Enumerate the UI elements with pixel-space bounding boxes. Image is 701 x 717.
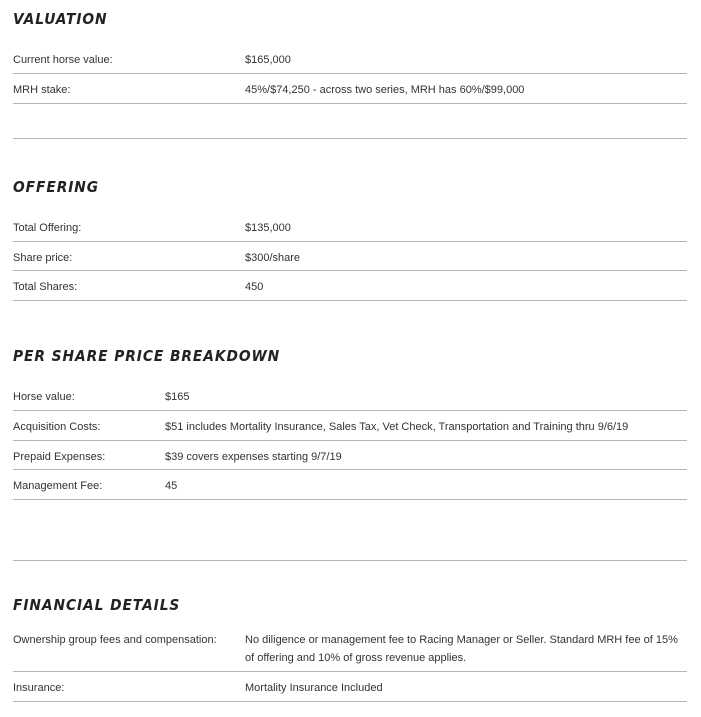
row-label: Insurance:: [13, 682, 65, 694]
section-divider: [13, 138, 687, 139]
row-label: Total Offering:: [13, 222, 82, 234]
row-value: $39 covers expenses starting 9/7/19: [165, 451, 342, 463]
row-label: Acquisition Costs:: [13, 421, 101, 433]
row-label: Total Shares:: [13, 281, 78, 293]
breakdown-row-horse-value: [13, 388, 687, 411]
row-label: Share price:: [13, 252, 73, 264]
row-value: $300/share: [245, 252, 301, 264]
row-label: Horse value:: [13, 391, 75, 403]
offering-row-total-shares: [13, 278, 687, 301]
valuation-heading: VALUATION: [13, 10, 108, 28]
breakdown-row-management-fee: [13, 477, 687, 500]
section-divider: [13, 560, 687, 561]
row-label: Management Fee:: [13, 480, 103, 492]
row-label: Current horse value:: [13, 54, 113, 66]
financial-row-insurance: [13, 679, 687, 702]
valuation-row-current-horse-value: [13, 51, 687, 74]
row-label: Prepaid Expenses:: [13, 451, 106, 463]
row-value-line-1: No diligence or management fee to Racing Manager or Seller. Standard MRH fee of 15%: [245, 634, 678, 646]
row-value: 450: [245, 281, 264, 293]
row-value: 45: [165, 480, 178, 492]
offering-heading: OFFERING: [13, 178, 100, 196]
row-label: MRH stake:: [13, 84, 71, 96]
breakdown-row-prepaid-expenses: [13, 448, 687, 470]
breakdown-heading: PER SHARE PRICE BREAKDOWN: [13, 347, 281, 365]
financial-row-ownership-fees: [13, 631, 687, 672]
row-value: $165,000: [245, 54, 291, 66]
financial-heading: FINANCIAL DETAILS: [13, 596, 181, 614]
row-value-line-2: of offering and 10% of gross revenue applies.: [245, 652, 467, 664]
row-value: $165: [165, 391, 190, 403]
valuation-row-mrh-stake: [13, 81, 687, 104]
row-value: 45%/$74,250 - across two series, MRH has 60%/$99,000: [245, 84, 525, 96]
row-label: Ownership group fees and compensation:: [13, 634, 217, 646]
offering-row-total-offering: [13, 219, 687, 242]
row-value: Mortality Insurance Included: [245, 682, 383, 694]
row-value: $135,000: [245, 222, 291, 234]
breakdown-row-acquisition-costs: [13, 418, 687, 441]
row-value: $51 includes Mortality Insurance, Sales Tax, Vet Check, Transportation and Training thru 9/6/19: [165, 421, 629, 433]
offering-row-share-price: [13, 249, 687, 271]
